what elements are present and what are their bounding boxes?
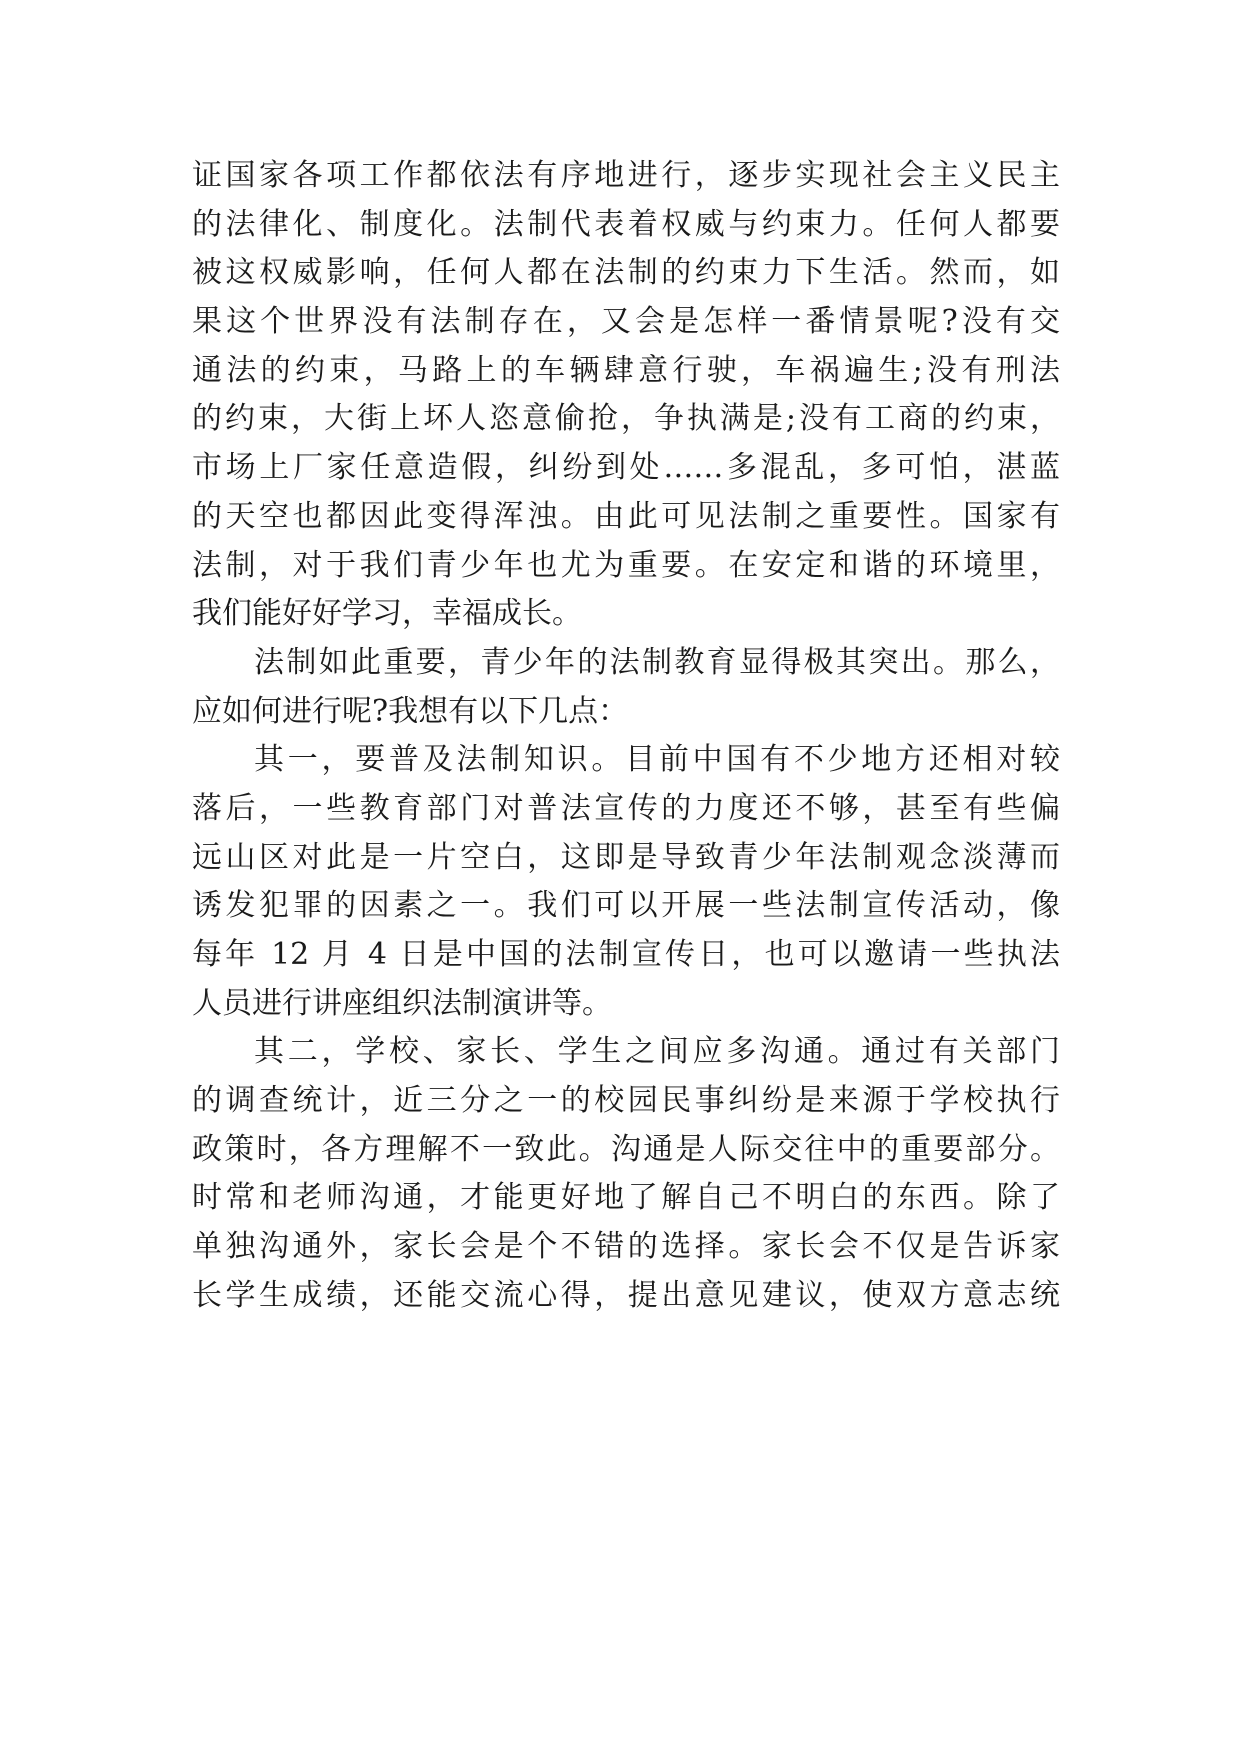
text-line: 时常和老师沟通，才能更好地了解自己不明白的东西。除了 (192, 1180, 1060, 1216)
text-line: 长学生成绩，还能交流心得，提出意见建议，使双方意志统 (192, 1277, 1060, 1313)
text-line: 每年 12 月 4 日是中国的法制宣传日，也可以邀请一些执法 (192, 937, 1060, 972)
text-line: 的天空也都因此变得浑浊。由此可见法制之重要性。国家有 (192, 498, 1060, 534)
text-line: 落后，一些教育部门对普法宣传的力度还不够，甚至有些偏 (192, 790, 1060, 826)
text-line: 单独沟通外，家长会是个不错的选择。家长会不仅是告诉家 (192, 1229, 1060, 1265)
text-line: 远山区对此是一片空白，这即是导致青少年法制观念淡薄而 (192, 839, 1060, 875)
text-line: 通法的约束，马路上的车辆肆意行驶，车祸遍生;没有刑法 (192, 352, 1060, 388)
body-text (192, 152, 1060, 1321)
text-line: 其二，学校、家长、学生之间应多沟通。通过有关部门 (254, 1034, 1060, 1070)
text-line: 法制如此重要，青少年的法制教育显得极其突出。那么， (254, 644, 1060, 680)
text-line: 果这个世界没有法制存在，又会是怎样一番情景呢?没有交 (192, 304, 1060, 340)
text-line: 诱发犯罪的因素之一。我们可以开展一些法制宣传活动，像 (192, 888, 1060, 924)
text-line: 应如何进行呢?我想有以下几点： (192, 693, 629, 729)
text-line: 的约束，大街上坏人恣意偷抢，争执满是;没有工商的约束， (192, 401, 1060, 437)
text-line: 的法律化、制度化。法制代表着权威与约束力。任何人都要 (192, 206, 1060, 242)
text-line: 政策时，各方理解不一致此。沟通是人际交往中的重要部分。 (192, 1131, 1060, 1167)
text-line: 其一，要普及法制知识。目前中国有不少地方还相对较 (254, 742, 1060, 778)
text-line: 法制，对于我们青少年也尤为重要。在安定和谐的环境里， (192, 547, 1060, 583)
text-line: 我们能好好学习，幸福成长。 (192, 596, 582, 632)
text-line: 市场上厂家任意造假，纠纷到处……多混乱，多可怕，湛蓝 (192, 450, 1060, 486)
text-line: 被这权威影响，任何人都在法制的约束力下生活。然而，如 (192, 255, 1060, 291)
text-line: 的调查统计，近三分之一的校园民事纠纷是来源于学校执行 (192, 1083, 1060, 1119)
text-line: 人员进行讲座组织法制演讲等。 (192, 985, 612, 1021)
text-line: 证国家各项工作都依法有序地进行，逐步实现社会主义民主 (192, 158, 1060, 193)
